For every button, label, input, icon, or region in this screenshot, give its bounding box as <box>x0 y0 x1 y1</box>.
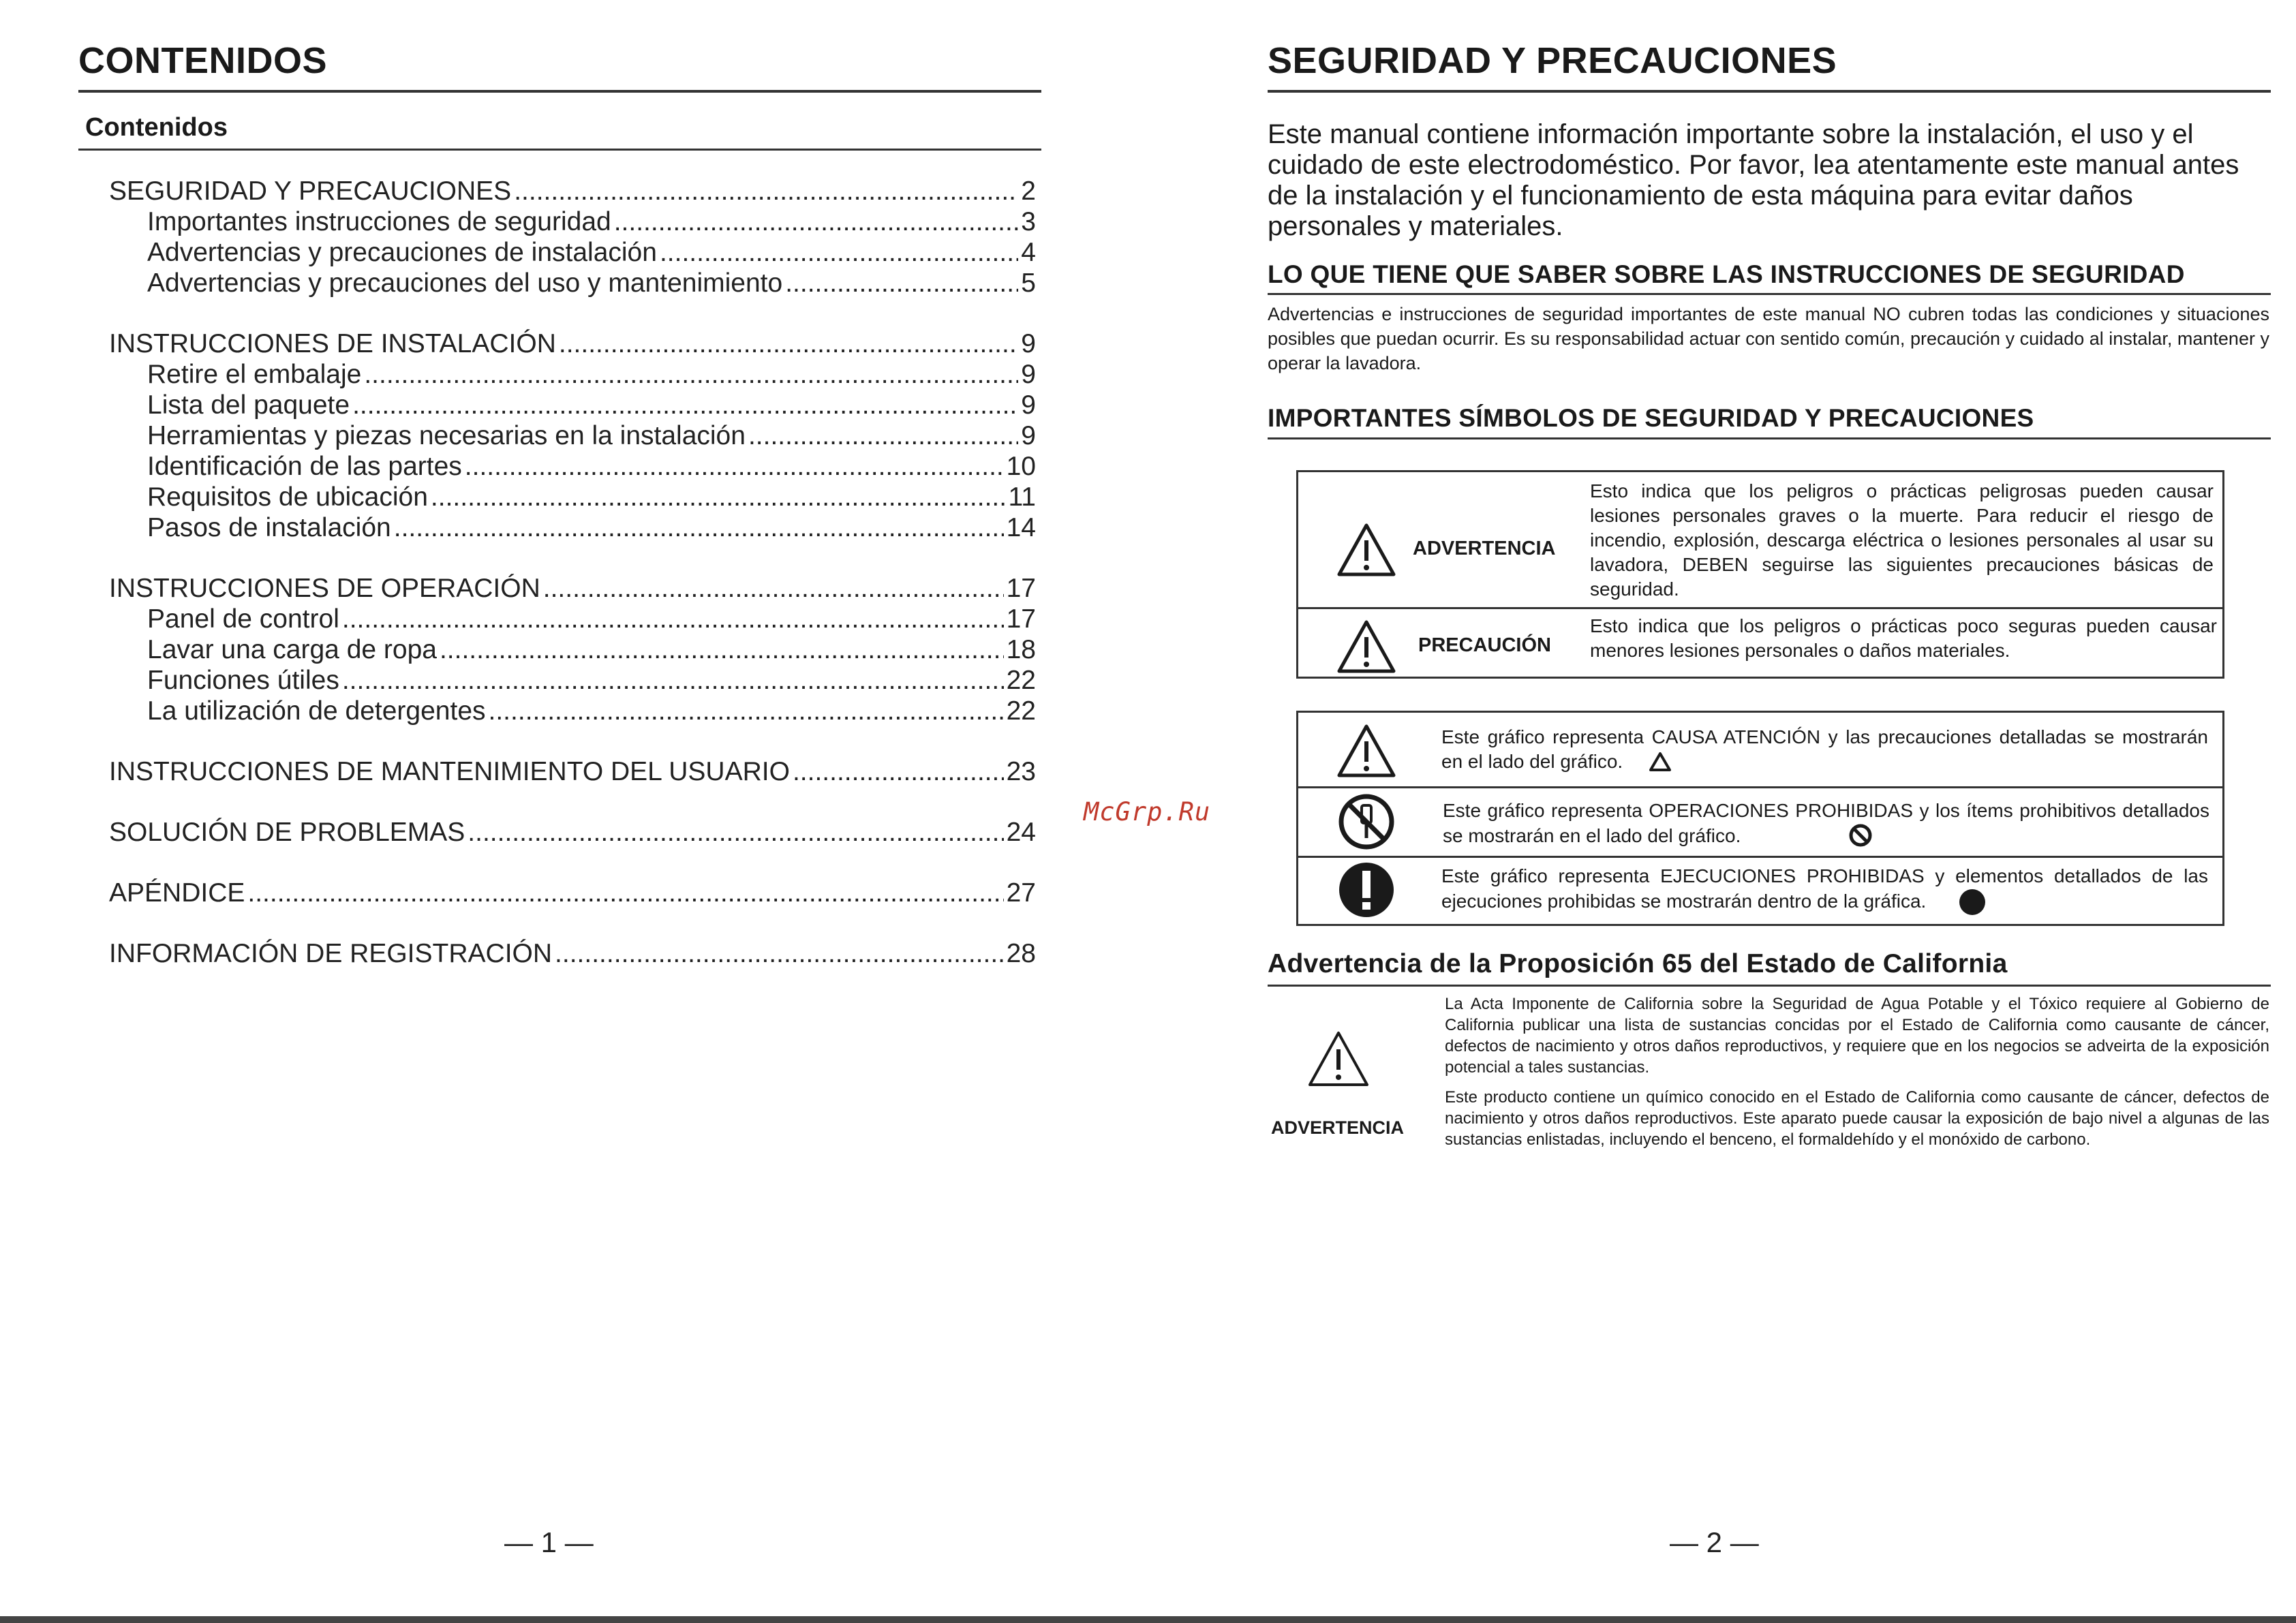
toc-entry <box>109 328 1036 359</box>
caution-label: PRECAUCIÓN <box>1418 634 1551 656</box>
toc-entry-title: Funciones útiles <box>147 666 339 695</box>
toc-entry <box>109 451 1036 482</box>
intro-paragraph: Este manual contiene información importante sobre la instalación, el uso y el cuidado de este electrodoméstico. Por favor, lea atentamente este manual antes de la instalación y el funcionamiento de esta máquina para evitar daños personales y materiales. <box>1268 119 2239 241</box>
toc-subtitle: Contenidos <box>85 113 228 142</box>
toc-entry-page: 18 <box>1006 635 1036 664</box>
toc-leader-dots <box>748 420 1018 451</box>
section-heading: IMPORTANTES SÍMBOLOS DE SEGURIDAD Y PRECAUCIONES <box>1268 404 2034 432</box>
toc-entry-title: Lista del paquete <box>147 390 350 420</box>
right-page <box>1213 0 2296 1623</box>
section-rule <box>1268 985 2271 987</box>
toc-entry <box>109 206 1036 237</box>
toc-entry-title: Advertencias y precauciones de instalación <box>147 238 657 267</box>
toc-leader-dots <box>247 878 1003 908</box>
toc-entry-page: 2 <box>1021 176 1036 206</box>
page-title: CONTENIDOS <box>78 40 328 81</box>
warning-triangle-icon <box>1336 523 1396 577</box>
toc-entry <box>109 573 1036 604</box>
toc-entry <box>109 268 1036 298</box>
toc-leader-dots <box>514 176 1018 206</box>
toc-leader-dots <box>394 512 1004 543</box>
p65-paragraph-1: La Acta Imponente de California sobre la Seguridad de Agua Potable y el Tóxico requiere al Gobierno de California publicar una lista de sustancias concidas por el Estado de California como causante de cáncer, defectos de nacimiento y otros daños reproductivos, y requiere que en los negocios se adveirta de la exposición potencial a tales sustancias. <box>1445 995 2269 1077</box>
toc-leader-dots <box>793 756 1004 787</box>
toc-leader-dots <box>364 359 1018 390</box>
toc-entry-page: 24 <box>1006 818 1036 847</box>
subtitle-rule <box>78 149 1041 151</box>
toc-entry-page: 22 <box>1006 696 1036 726</box>
toc-entry-title: SOLUCIÓN DE PROBLEMAS <box>109 818 465 847</box>
toc-entry-title: Lavar una carga de ropa <box>147 635 437 664</box>
page-title: SEGURIDAD Y PRECAUCIONES <box>1268 40 1837 81</box>
toc-entry <box>109 634 1036 665</box>
toc-entry <box>109 878 1036 908</box>
small-filled-circle-icon <box>1959 888 1986 916</box>
toc-entry <box>109 604 1036 634</box>
toc-entry-title: INSTRUCCIONES DE MANTENIMIENTO DEL USUARIO <box>109 757 790 786</box>
row-separator <box>1298 786 2222 788</box>
toc-entry <box>109 237 1036 268</box>
caution-triangle-icon <box>1336 619 1396 674</box>
warning-text: Esto indica que los peligros o prácticas peligrosas pueden causar lesiones personales graves o la muerte. Para reducir el riesgo de incendio, explosión, descarga eléctrica o lesiones personales al usar su lavadora, DEBEN seguirse las siguientes precauciones básicas de seguridad. <box>1590 480 2214 600</box>
toc-entry-title: Retire el embalaje <box>147 360 362 389</box>
warning-caution-box <box>1296 470 2224 679</box>
toc-leader-dots <box>342 665 1004 696</box>
toc-entry-page: 9 <box>1021 329 1036 358</box>
attention-text: Este gráfico representa CAUSA ATENCIÓN y las precauciones detalladas se mostrarán en el lado del gráfico. <box>1441 726 2208 772</box>
toc-entry <box>109 359 1036 390</box>
toc-entry-page: 27 <box>1006 878 1036 908</box>
p65-warning-label: ADVERTENCIA <box>1271 1117 1405 1138</box>
prohibited-symbol-text <box>1443 799 2209 848</box>
toc-entry-page: 5 <box>1021 268 1036 298</box>
toc-entry-page: 11 <box>1008 482 1036 512</box>
toc-entry-title: Identificación de las partes <box>147 452 462 481</box>
toc-entry-page: 17 <box>1006 604 1036 634</box>
scan-edge <box>0 1616 2296 1623</box>
toc-entry <box>109 390 1036 420</box>
prohibited-text: Este gráfico representa OPERACIONES PROHIBIDAS y los ítems prohibitivos detallados se mostrarán en el lado del gráfico. <box>1443 800 2209 846</box>
section-heading: LO QUE TIENE QUE SABER SOBRE LAS INSTRUCCIONES DE SEGURIDAD <box>1268 260 2185 288</box>
toc-entry-title: Requisitos de ubicación <box>147 482 428 512</box>
toc-leader-dots <box>440 634 1004 665</box>
title-rule <box>78 90 1041 93</box>
small-prohibited-icon <box>1848 823 1873 848</box>
mandatory-symbol-text <box>1441 864 2208 916</box>
toc-entry <box>109 482 1036 512</box>
watermark: McGrp.Ru <box>1084 797 1211 826</box>
toc-leader-dots <box>660 237 1018 268</box>
toc-leader-dots <box>785 268 1018 298</box>
small-triangle-icon <box>1649 752 1672 772</box>
toc-leader-dots <box>543 573 1004 604</box>
toc-leader-dots <box>468 817 1003 848</box>
toc-leader-dots <box>342 604 1004 634</box>
toc-entry-page: 28 <box>1006 939 1036 968</box>
toc-entry-title: La utilización de detergentes <box>147 696 486 726</box>
symbols-box <box>1296 711 2224 926</box>
toc-entry-title: Herramientas y piezas necesarias en la instalación <box>147 421 746 450</box>
section-heading: Advertencia de la Proposición 65 del Estado de California <box>1268 949 2008 978</box>
toc-entry-page: 23 <box>1006 757 1036 786</box>
toc-entry <box>109 665 1036 696</box>
toc-leader-dots <box>352 390 1018 420</box>
mandatory-exclamation-icon <box>1338 861 1395 918</box>
toc-leader-dots <box>559 328 1018 359</box>
toc-entry-page: 10 <box>1006 452 1036 481</box>
mandatory-text: Este gráfico representa EJECUCIONES PROHIBIDAS y elementos detallados de las ejecuciones prohibidas se mostrarán dentro de la gráfica. <box>1441 865 2208 912</box>
toc-entry-title: Panel de control <box>147 604 339 634</box>
toc-entry-page: 9 <box>1021 360 1036 389</box>
toc-entry-page: 4 <box>1021 238 1036 267</box>
row-separator <box>1298 607 2222 609</box>
toc-leader-dots <box>614 206 1019 237</box>
toc-leader-dots <box>431 482 1006 512</box>
toc-entry-title: Pasos de instalación <box>147 513 391 542</box>
toc-leader-dots <box>465 451 1004 482</box>
toc-entry <box>109 817 1036 848</box>
row-separator <box>1298 856 2222 858</box>
toc-leader-dots <box>489 696 1004 726</box>
toc-entry-title: Importantes instrucciones de seguridad <box>147 207 611 236</box>
caution-text: Esto indica que los peligros o prácticas poco seguras pueden causar menores lesiones personales o daños materiales. <box>1590 615 2217 661</box>
title-rule <box>1268 90 2271 93</box>
toc-entry-page: 17 <box>1006 574 1036 603</box>
toc-entry-title: Advertencias y precauciones del uso y mantenimiento <box>147 268 783 298</box>
toc-entry <box>109 420 1036 451</box>
toc-entry-title: APÉNDICE <box>109 878 245 908</box>
toc-entry <box>109 176 1036 206</box>
toc-entry <box>109 696 1036 726</box>
page-number: — 2 — <box>1670 1526 1759 1558</box>
toc-entry-page: 9 <box>1021 421 1036 450</box>
warning-label: ADVERTENCIA <box>1413 538 1556 559</box>
toc-entry-page: 3 <box>1021 207 1036 236</box>
toc-entry <box>109 512 1036 543</box>
page-number: — 1 — <box>504 1526 594 1558</box>
warning-triangle-icon <box>1336 724 1396 778</box>
section-rule <box>1268 437 2271 439</box>
toc-entry <box>109 938 1036 969</box>
toc-entry-page: 22 <box>1006 666 1036 695</box>
attention-symbol-text <box>1441 725 2208 774</box>
toc-entry-title: INSTRUCCIONES DE INSTALACIÓN <box>109 329 556 358</box>
toc-entry-title: INSTRUCCIONES DE OPERACIÓN <box>109 574 540 603</box>
toc-entry <box>109 756 1036 787</box>
toc-entry-title: SEGURIDAD Y PRECAUCIONES <box>109 176 512 206</box>
toc-leader-dots <box>555 938 1004 969</box>
section-rule <box>1268 293 2271 295</box>
no-disassembly-icon <box>1338 793 1395 850</box>
toc-entry-title: INFORMACIÓN DE REGISTRACIÓN <box>109 939 553 968</box>
p65-paragraph-2: Este producto contiene un químico conocido en el Estado de California como causante de cáncer, defectos de nacimiento y otros daños reproductivos. Este aparato puede causar la exposición de bajo nivel a algunas de las sustancias enlistadas, incluyendo el benceno, el formaldehído y el monóxido de carbono. <box>1445 1088 2269 1149</box>
warning-triangle-icon <box>1307 1030 1370 1087</box>
section-paragraph: Advertencias e instrucciones de seguridad importantes de este manual NO cubren todas las condiciones y situaciones posibles que puedan ocurrir. Es su responsabilidad actuar con sentido común, precaución y cuidado al instalar, mantener y operar la lavadora. <box>1268 304 2269 373</box>
toc-entry-page: 9 <box>1021 390 1036 420</box>
toc-entry-page: 14 <box>1006 513 1036 542</box>
